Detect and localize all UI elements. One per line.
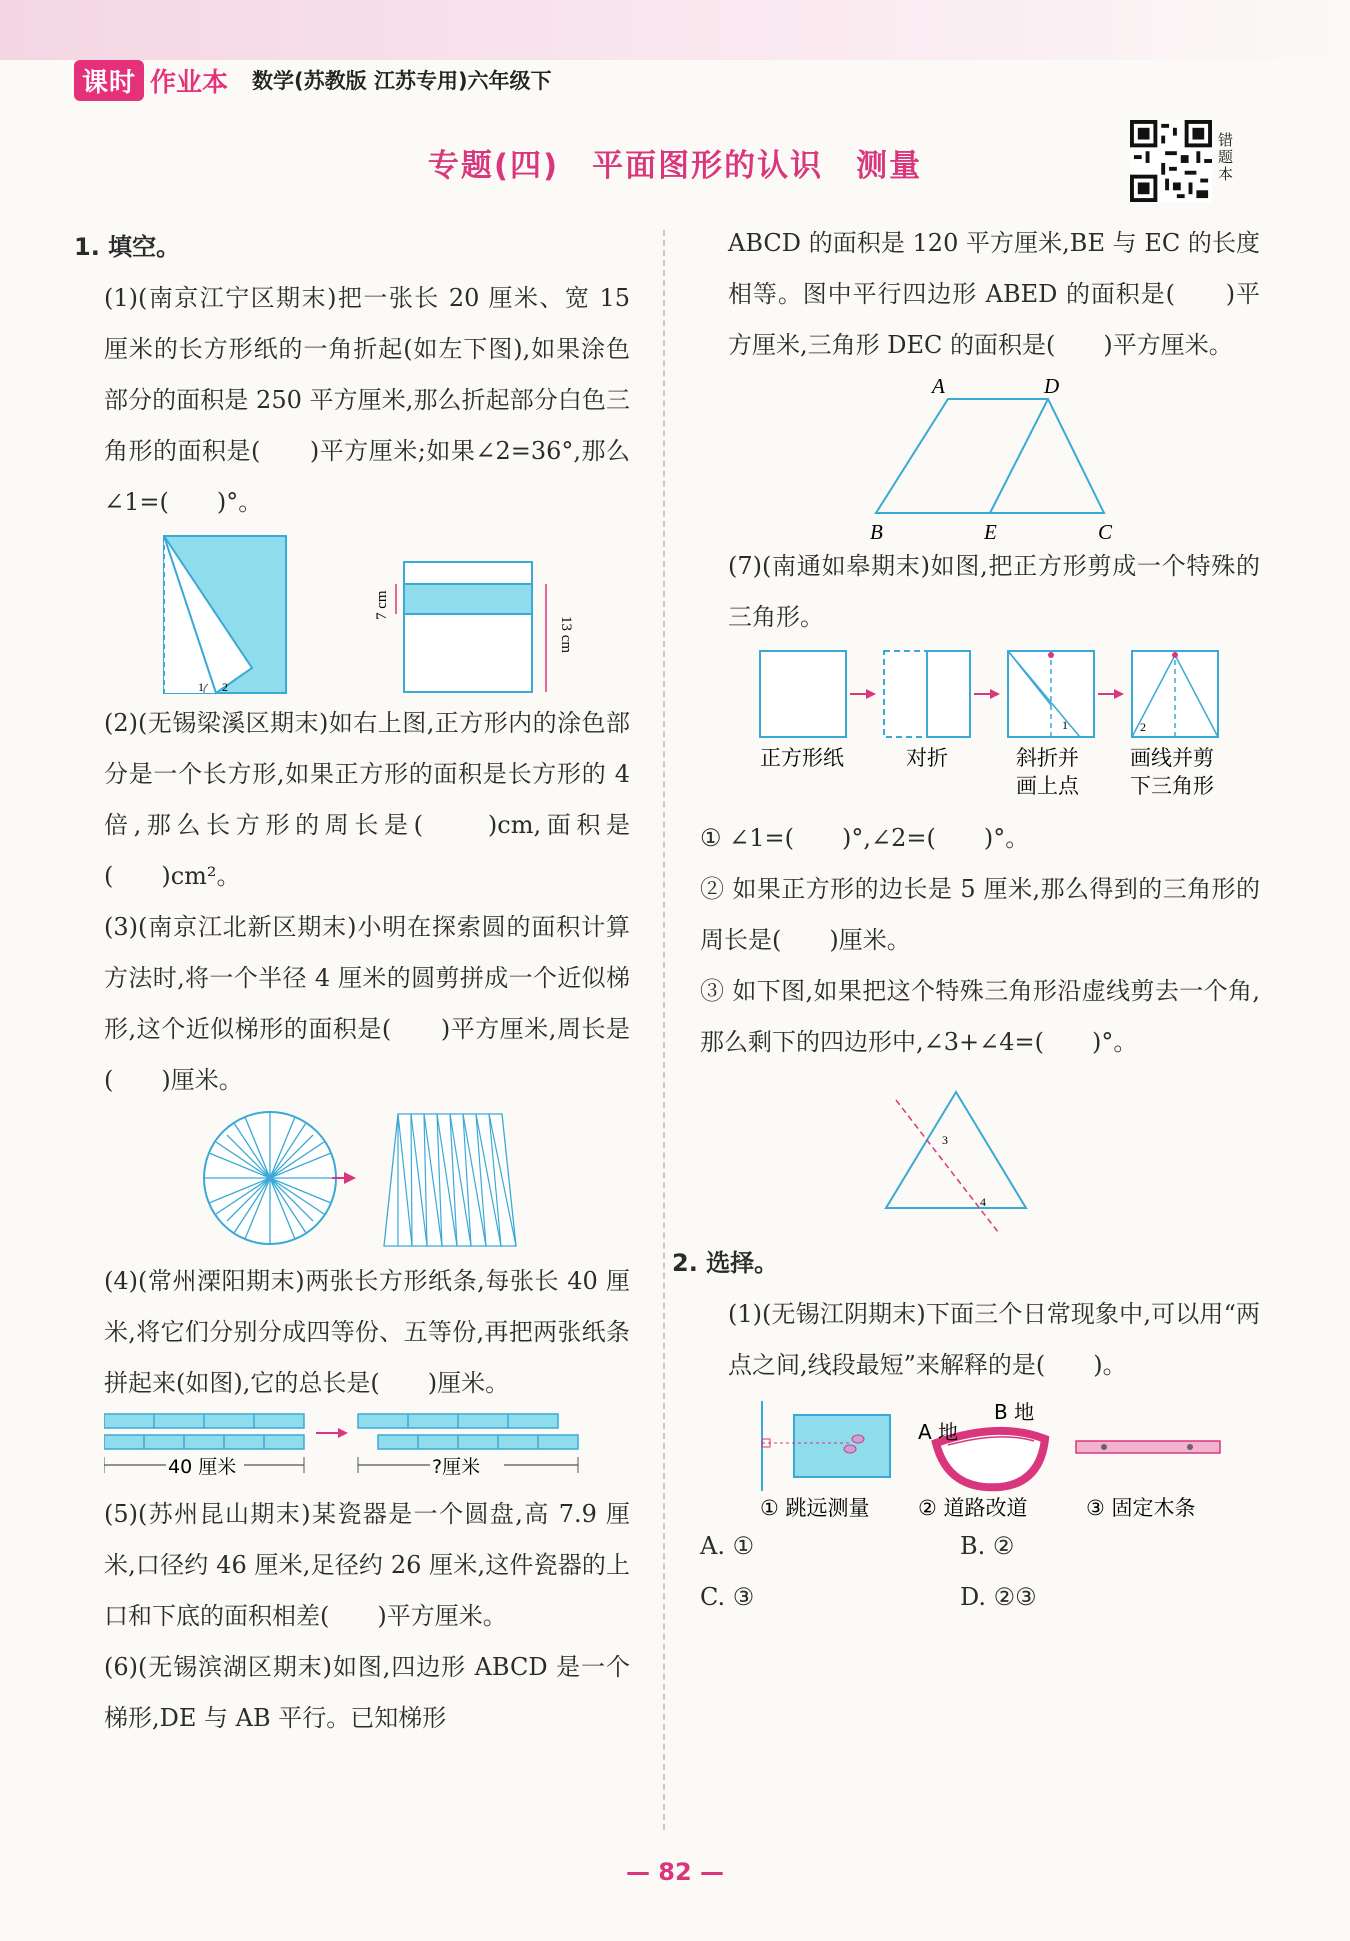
caption-wood: ③ 固定木条 <box>1086 1496 1196 1520</box>
page-title: 专题(四) 平面图形的认识 测量 <box>427 148 923 184</box>
q1-part3: (3)(南京江北新区期末)小明在探索圆的面积计算方法时,将一个半径 4 厘米的圆剪拼成一个近似梯形,这个近似梯形的面积是( )平方厘米,周长是( )厘米。 <box>104 913 630 1094</box>
q1-part1: (1)(南京江宁区期末)把一张长 20 厘米、宽 15 厘米的长方形纸的一角折起(如左下图),如果涂色部分的面积是 250 平方厘米,那么折起部分白色三角形的面积是( )平方厘米;如果∠2=36°,那么∠1=( )°。 <box>104 284 630 516</box>
qr-label: 错题本 <box>1218 131 1234 183</box>
trapezoid-figure <box>700 371 1260 541</box>
step4-caption-line2: 下三角形 <box>1130 774 1214 798</box>
brand-name: 作业本 <box>150 67 229 98</box>
option-c[interactable]: C. ③ <box>700 1583 755 1611</box>
q1-part2: (2)(无锡梁溪区期末)如右上图,正方形内的涂色部分是一个长方形,如果正方形的面积是长方形的 4 倍,那么长方形的周长是( )cm,面积是( )cm²。 <box>104 709 630 890</box>
q1-part7-sub2: ② 如果正方形的边长是 5 厘米,那么得到的三角形的周长是( )厘米。 <box>700 875 1260 954</box>
square-folding-steps-figure <box>700 643 1260 813</box>
q1-fig7 <box>700 643 1260 813</box>
option-a[interactable]: A. ① <box>700 1532 755 1560</box>
length-40-label: 40 厘米 <box>168 1456 237 1478</box>
q2-fig1 <box>700 1391 1260 1521</box>
vertex-d: D <box>1044 374 1060 398</box>
option-b[interactable]: B. ② <box>960 1532 1015 1560</box>
cut-angle3-label: 3 <box>942 1133 948 1147</box>
right-column <box>672 218 1260 1623</box>
step3-caption-line2: 画上点 <box>1016 774 1079 798</box>
q1-part6-cont: ABCD 的面积是 120 平方厘米,BE 与 EC 的长度相等。图中平行四边形 ABED 的面积是( )平方厘米,三角形 DEC 的面积是( )平方厘米。 <box>728 229 1260 359</box>
circle-to-trapezoid-figure <box>104 1106 624 1256</box>
q1-fig1 <box>104 528 630 698</box>
page-number-value: 82 <box>658 1858 692 1886</box>
q1-part7-sub1: ① ∠1=( )°,∠2=( )°。 <box>700 824 1030 852</box>
column-divider <box>663 230 665 1830</box>
vertex-c: C <box>1098 520 1113 541</box>
book-subtitle: 数学(苏教版 江苏专用)六年级下 <box>252 69 552 93</box>
height-13cm-label: 13 cm <box>558 616 574 654</box>
point-a-label: A 地 <box>918 1420 959 1444</box>
q1-fig3 <box>104 1106 630 1256</box>
q2-part1: (1)(无锡江阴期末)下面三个日常现象中,可以用“两点之间,线段最短”来解释的是( )。 <box>728 1300 1260 1379</box>
brand-logo: 课时 <box>74 60 144 101</box>
point-b-label: B 地 <box>994 1400 1035 1424</box>
qr-code-icon[interactable] <box>1130 120 1212 202</box>
q1-part5: (5)(苏州昆山期末)某瓷器是一个圆盘,高 7.9 厘米,口径约 46 厘米,足径约 26 厘米,这件瓷器的上口和下底的面积相差( )平方厘米。 <box>104 1500 630 1630</box>
paper-strips-figure <box>104 1409 624 1489</box>
vertex-a: A <box>932 374 945 398</box>
q1-part7-sub3: ③ 如下图,如果把这个特殊三角形沿虚线剪去一个角,那么剩下的四边形中,∠3+∠4=( )°。 <box>700 977 1260 1056</box>
vertex-e: E <box>984 520 997 541</box>
page-number: — 82 — <box>625 1858 725 1886</box>
q1-fig6 <box>700 371 1260 541</box>
q1-part4: (4)(常州溧阳期末)两张长方形纸条,每张长 40 厘米,将它们分别分成四等份、五等份,再把两张纸条拼起来(如图),它的总长是( )厘米。 <box>104 1267 630 1397</box>
top-band <box>0 0 1350 60</box>
caption-road: ② 道路改道 <box>918 1496 1028 1520</box>
height-7cm-label: 7 cm <box>374 590 390 620</box>
q1-fig4 <box>104 1409 630 1489</box>
daily-phenomena-figure <box>700 1391 1260 1521</box>
q1-heading: 1. 填空。 <box>74 233 181 261</box>
caption-long-jump: ① 跳远测量 <box>760 1496 870 1520</box>
fold-and-square-figure <box>104 528 624 698</box>
cut-angle4-label: 4 <box>980 1195 986 1209</box>
step3-caption-line1: 斜折并 <box>1016 746 1079 770</box>
header <box>74 58 552 102</box>
q1-fig73 <box>700 1068 1260 1238</box>
q2-options-row1 <box>700 1521 1260 1572</box>
fold-angle2-label: 2 <box>1140 720 1146 734</box>
fold-angle1-label: 1 <box>1062 718 1068 732</box>
left-column <box>74 222 630 1744</box>
length-unknown-label: ?厘米 <box>432 1456 481 1478</box>
step4-caption-line1: 画线并剪 <box>1130 746 1214 770</box>
q2-options-row2 <box>700 1572 1260 1623</box>
step2-caption: 对折 <box>906 746 948 770</box>
q1-part7: (7)(南通如皋期末)如图,把正方形剪成一个特殊的三角形。 <box>728 552 1260 631</box>
vertex-b: B <box>870 520 883 541</box>
angle1-label: 1 <box>198 680 204 694</box>
q2-heading: 2. 选择。 <box>672 1249 779 1277</box>
step1-caption: 正方形纸 <box>760 746 844 770</box>
option-d[interactable]: D. ②③ <box>960 1583 1037 1611</box>
q1-part6-start: (6)(无锡滨湖区期末)如图,四边形 ABCD 是一个梯形,DE 与 AB 平行。已知梯形 <box>104 1653 630 1732</box>
cut-triangle-figure <box>700 1068 1260 1238</box>
angle2-label: 2 <box>222 680 228 694</box>
